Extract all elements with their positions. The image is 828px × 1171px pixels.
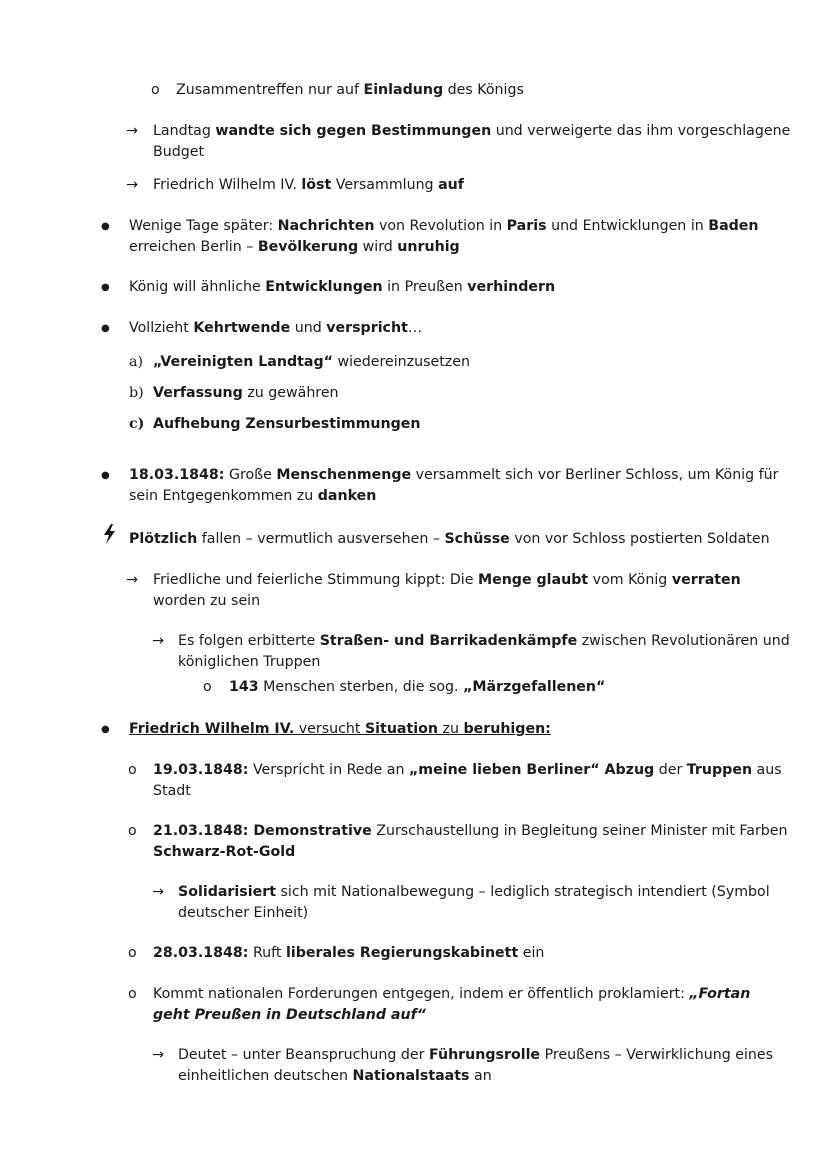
text-line: Landtag wandte sich gegen Bestimmungen und verweigerte das ihm vorgeschlagene — [153, 123, 791, 139]
text-line: Plötzlich fallen – vermutlich ausversehen – Schüsse von vor Schloss postierten Soldaten — [129, 531, 770, 547]
arrow-icon: → — [152, 884, 164, 900]
text-line: 18.03.1848: Große Menschenmenge versammelt sich vor Berliner Schloss, um König für — [129, 467, 779, 483]
text-line: worden zu sein — [153, 593, 261, 609]
circle-bullet-icon: o — [151, 82, 160, 98]
text-line: Aufhebung Zensurbestimmungen — [153, 416, 421, 432]
section-heading: Friedrich Wilhelm IV. versucht Situation zu beruhigen: — [129, 721, 551, 737]
circle-bullet-icon: o — [128, 762, 137, 778]
text-line: Es folgen erbitterte Straßen- und Barrikadenkämpfe zwischen Revolutionären und — [178, 633, 790, 649]
text-line: geht Preußen in Deutschland auf“ — [153, 1007, 426, 1023]
text-line: Solidarisiert sich mit Nationalbewegung – lediglich strategisch intendiert (Symbol — [178, 884, 770, 900]
text-line: 19.03.1848: Verspricht in Rede an „meine lieben Berliner“ Abzug der Truppen aus — [153, 762, 782, 778]
text-line: Wenige Tage später: Nachrichten von Revolution in Paris und Entwicklungen in Baden — [129, 218, 759, 234]
text-line: königlichen Truppen — [178, 654, 321, 670]
text-line: deutscher Einheit) — [178, 905, 309, 921]
text-line: Kommt nationalen Forderungen entgegen, indem er öffentlich proklamiert: „Fortan — [153, 986, 751, 1002]
bullet-icon: ● — [101, 282, 110, 293]
arrow-icon: → — [152, 1047, 164, 1063]
list-marker-a: a) — [129, 354, 143, 370]
text-line: Vollzieht Kehrtwende und verspricht… — [129, 320, 423, 336]
text-line: 21.03.1848: Demonstrative Zurschaustellung in Begleitung seiner Minister mit Farben — [153, 823, 788, 839]
text-line: 28.03.1848: Ruft liberales Regierungskabinett ein — [153, 945, 545, 961]
circle-bullet-icon: o — [128, 945, 137, 961]
arrow-icon: → — [126, 123, 138, 139]
arrow-icon: → — [126, 177, 138, 193]
arrow-icon: → — [152, 633, 164, 649]
bullet-icon: ● — [101, 470, 110, 481]
list-marker-c: c) — [129, 416, 145, 432]
text-line: Friedliche und feierliche Stimmung kippt: Die Menge glaubt vom König verraten — [153, 572, 741, 588]
text-line: erreichen Berlin – Bevölkerung wird unruhig — [129, 239, 460, 255]
text-line: Friedrich Wilhelm IV. löst Versammlung auf — [153, 177, 464, 193]
text-line: „Vereinigten Landtag“ wiedereinzusetzen — [153, 354, 470, 370]
circle-bullet-icon: o — [128, 823, 137, 839]
text-line: 143 Menschen sterben, die sog. „Märzgefallenen“ — [229, 679, 606, 695]
text-line: Stadt — [153, 783, 191, 799]
text-line: einheitlichen deutschen Nationalstaats an — [178, 1068, 492, 1084]
bullet-icon: ● — [101, 323, 110, 334]
list-marker-b: b) — [129, 385, 144, 401]
lightning-bolt-icon — [100, 523, 120, 545]
lightning-bolt-icon — [100, 523, 120, 545]
text-line: Deutet – unter Beanspruchung der Führungsrolle Preußens – Verwirklichung eines — [178, 1047, 773, 1063]
text-line: König will ähnliche Entwicklungen in Preußen verhindern — [129, 279, 556, 295]
bullet-icon: ● — [101, 221, 110, 232]
circle-bullet-icon: o — [203, 679, 212, 695]
text-line: Schwarz-Rot-Gold — [153, 844, 296, 860]
circle-bullet-icon: o — [128, 986, 137, 1002]
bullet-icon: ● — [101, 724, 110, 735]
arrow-icon: → — [126, 572, 138, 588]
text-line: Verfassung zu gewähren — [153, 385, 339, 401]
text-line: Budget — [153, 144, 205, 160]
text-line: sein Entgegenkommen zu danken — [129, 488, 377, 504]
text-line: Zusammentreffen nur auf Einladung des Königs — [176, 82, 524, 98]
